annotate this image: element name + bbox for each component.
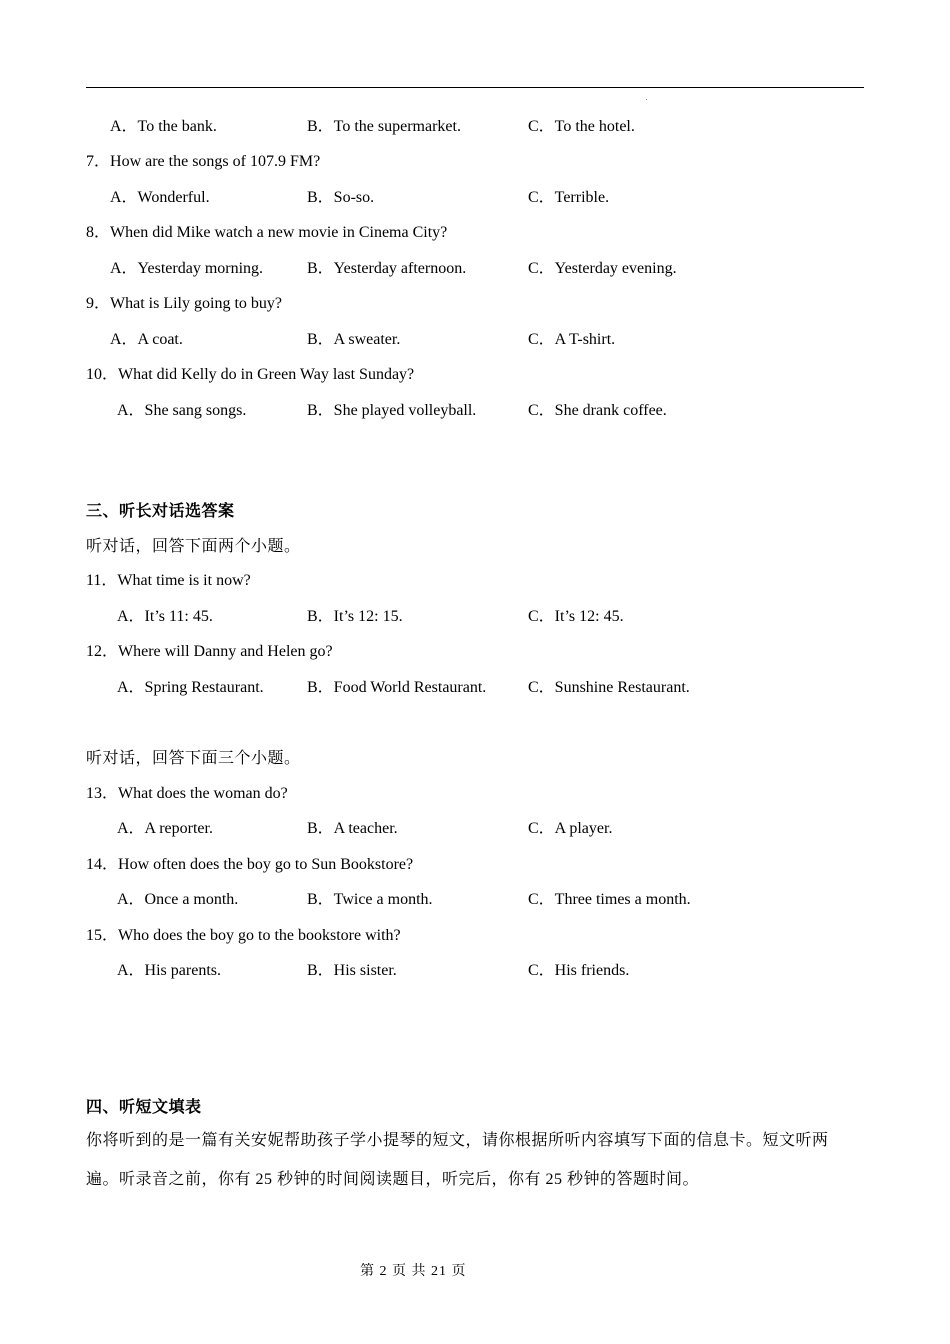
q11-option-c: C．It’s 12: 45. [528,608,624,625]
question-8 [86,223,447,243]
q13-option-b: B．A teacher. [307,820,398,837]
q15-option-c: C．His friends. [528,962,630,979]
q7-option-c: C．Terrible. [528,189,610,206]
question-number: 13． [86,785,119,802]
q8-option-c: C．Yesterday evening. [528,260,677,277]
question-number: 15． [86,927,119,944]
q11-option-b: B．It’s 12: 15. [307,608,403,625]
question-7 [86,152,320,172]
question-number: 8． [86,224,111,241]
q6-option-a: A．To the bank. [110,118,217,135]
question-text: Who does the boy go to the bookstore with? [118,927,401,944]
q9-option-a: A．A coat. [110,331,183,348]
q14-option-c: C．Three times a month. [528,891,691,908]
q11-option-a: A．It’s 11: 45. [117,608,213,625]
question-text: What time is it now? [117,572,251,589]
question-10 [86,365,414,385]
q15-option-a: A．His parents. [117,962,221,979]
q12-option-a: A．Spring Restaurant. [117,679,264,696]
q6-option-b: B．To the supermarket. [307,118,461,135]
question-number: 7． [86,153,111,170]
section-3-instruction-1: 听对话，回答下面两个小题。 [86,538,301,555]
question-text: When did Mike watch a new movie in Cinema City? [110,224,448,241]
q12-option-b: B．Food World Restaurant. [307,679,487,696]
question-text: What is Lily going to buy? [110,295,282,312]
q14-option-a: A．Once a month. [117,891,239,908]
question-text: What does the woman do? [118,785,288,802]
question-number: 10． [86,366,119,383]
q13-option-c: C．A player. [528,820,613,837]
q10-option-c: C．She drank coffee. [528,402,667,419]
section-3-instruction-2: 听对话，回答下面三个小题。 [86,750,301,767]
q9-option-b: B．A sweater. [307,331,401,348]
question-9 [86,294,282,314]
q8-option-b: B．Yesterday afternoon. [307,260,467,277]
question-14 [86,855,413,875]
question-text: What did Kelly do in Green Way last Sunday? [118,366,415,383]
question-text: Where will Danny and Helen go? [118,643,333,660]
q15-option-b: B．His sister. [307,962,397,979]
q8-option-a: A．Yesterday morning. [110,260,264,277]
question-13 [86,784,288,804]
q6-option-c: C．To the hotel. [528,118,635,135]
q13-option-a: A．A reporter. [117,820,213,837]
question-text: How often does the boy go to Sun Bookstore? [118,856,414,873]
section-4-paragraph-line-2: 遍。听录音之前，你有 25 秒钟的时间阅读题目，听完后，你有 25 秒钟的答题时间。 [86,1171,700,1188]
q14-option-b: B．Twice a month. [307,891,433,908]
q10-option-b: B．She played volleyball. [307,402,477,419]
question-number: 9． [86,295,111,312]
question-text: How are the songs of 107.9 FM? [110,153,321,170]
question-number: 11． [86,572,118,589]
question-12 [86,642,333,662]
header-rule [86,87,864,88]
header-dot [646,99,647,100]
q12-option-c: C．Sunshine Restaurant. [528,679,690,696]
question-number: 14． [86,856,119,873]
q9-option-c: C．A T-shirt. [528,331,616,348]
section-3-heading: 三、听长对话选答案 [86,503,235,520]
question-number: 12． [86,643,119,660]
section-4-heading: 四、听短文填表 [86,1099,202,1116]
question-15 [86,926,401,946]
page-footer: 第 2 页 共 21 页 [360,1264,467,1279]
q7-option-b: B．So-so. [307,189,375,206]
question-11 [86,571,251,591]
q10-option-a: A．She sang songs. [117,402,247,419]
q7-option-a: A．Wonderful. [110,189,210,206]
section-4-paragraph-line-1: 你将听到的是一篇有关安妮帮助孩子学小提琴的短文，请你根据所听内容填写下面的信息卡。短文听两 [86,1132,829,1149]
